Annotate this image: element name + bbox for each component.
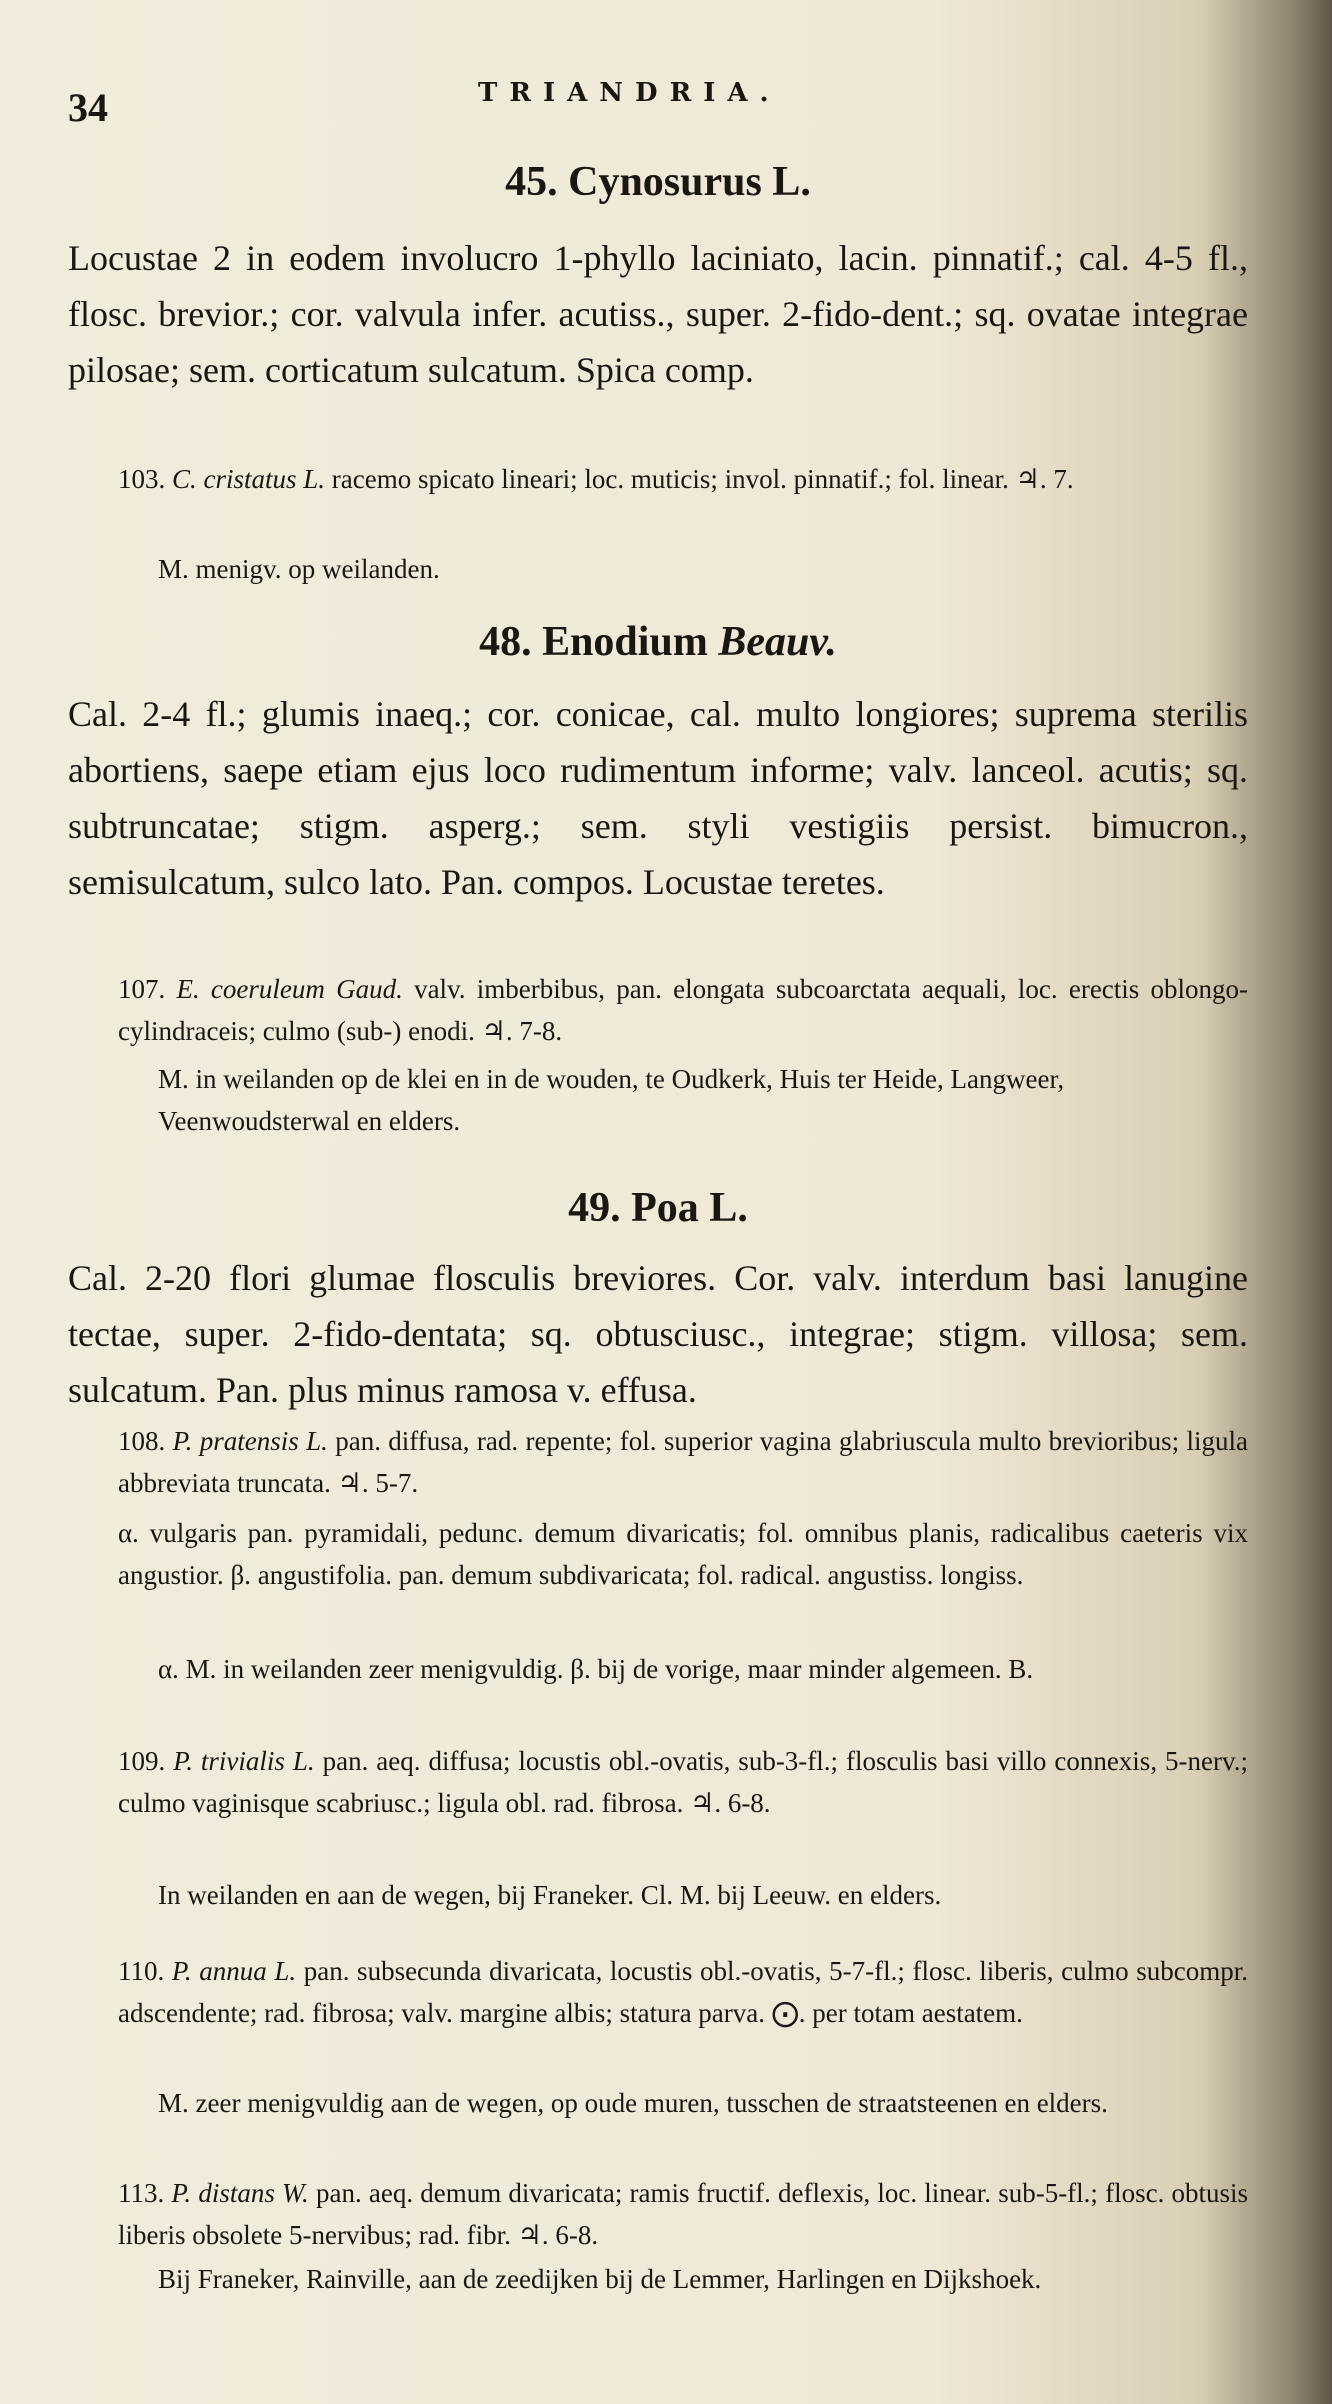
book-page xyxy=(68,0,1248,2404)
species-entry-103: 103. C. cristatus L. racemo spicato lineari; loc. muticis; invol. pinnatif.; fol. linear. ♃. 7. xyxy=(118,464,1074,494)
genus-heading-poa: 49. Poa L. xyxy=(568,1185,748,1231)
species-variety-108: α. vulgaris pan. pyramidali, pedunc. demum divaricatis; fol. omnibus planis, radicalibus caeteris vix angustior. β. angustifolia. pan. demum subdivaricata; fol. radical. angustiss. longiss. xyxy=(118,1518,1248,1590)
species-entry-108: 108. P. pratensis L. pan. diffusa, rad. repente; fol. superior vagina glabriuscula multo brevioribus; ligula abbreviata truncata. ♃. 5-7. xyxy=(118,1426,1248,1498)
species-locality-108: α. M. in weilanden zeer menigvuldig. β. bij de vorige, maar minder algemeen. B. xyxy=(158,1654,1034,1684)
species-locality-107: M. in weilanden op de klei en in de wouden, te Oudkerk, Huis ter Heide, Langweer, Veenwoudsterwal en elders. xyxy=(158,1064,1065,1136)
species-locality-110: M. zeer menigvuldig aan de wegen, op oude muren, tusschen de straatsteenen en elders. xyxy=(158,2088,1108,2118)
species-locality-103: M. menigv. op weilanden. xyxy=(158,554,440,584)
species-locality-113: Bij Franeker, Rainville, aan de zeedijken bij de Lemmer, Harlingen en Dijkshoek. xyxy=(158,2264,1042,2294)
genus-description-cynosurus: Locustae 2 in eodem involucro 1-phyllo laciniato, lacin. pinnatif.; cal. 4-5 fl., flosc. brevior.; cor. valvula infer. acutiss., super. 2-fido-dent.; sq. ovatae integrae pilosae; sem. corticatum sulcatum. Spica comp. xyxy=(68,238,1248,390)
species-entry-110: 110. P. annua L. pan. subsecunda divaricata, locustis obl.-ovatis, 5-7-fl.; flosc. liberis, culmo subcompr. adscendente; rad. fibrosa; valv. margine albis; statura parva. ⨀. per totam aestatem. xyxy=(118,1956,1248,2028)
page-header xyxy=(68,78,1248,138)
genus-description-poa: Cal. 2-20 flori glumae flosculis breviores. Cor. valv. interdum basi lanugine tectae, super. 2-fido-dentata; sq. obtusciusc., integrae; stigm. villosa; sem. sulcatum. Pan. plus minus ramosa v. effusa. xyxy=(68,1258,1248,1410)
page-number: 34 xyxy=(68,85,108,130)
genus-heading-enodium: 48. Enodium Beauv. xyxy=(479,619,837,665)
species-entry-107: 107. E. coeruleum Gaud. valv. imberbibus, pan. elongata subcoarctata aequali, loc. erectis oblongo-cylindraceis; culmo (sub-) enodi. ♃. 7-8. xyxy=(118,974,1249,1046)
species-entry-113: 113. P. distans W. pan. aeq. demum divaricata; ramis fructif. deflexis, loc. linear. sub-5-fl.; flosc. obtusis liberis obsolete 5-nervibus; rad. fibr. ♃. 6-8. xyxy=(118,2178,1249,2250)
species-locality-109: In weilanden en aan de wegen, bij Franeker. Cl. M. bij Leeuw. en elders. xyxy=(158,1880,942,1910)
running-head: TRIANDRIA. xyxy=(478,78,781,108)
genus-description-enodium: Cal. 2-4 fl.; glumis inaeq.; cor. conicae, cal. multo longiores; suprema sterilis abortiens, saepe etiam ejus loco rudimentum informe; valv. lanceol. acutis; sq. subtruncatae; stigm. asperg.; sem. styli vestigiis persist. bimucron., semisulcatum, sulco lato. Pan. compos. Locustae teretes. xyxy=(68,694,1248,902)
species-entry-109: 109. P. trivialis L. pan. aeq. diffusa; locustis obl.-ovatis, sub-3-fl.; flosculis basi villo connexis, 5-nerv.; culmo vaginisque scabriusc.; ligula obl. rad. fibrosa. ♃. 6-8. xyxy=(118,1746,1248,1818)
genus-heading-cynosurus: 45. Cynosurus L. xyxy=(505,159,811,205)
